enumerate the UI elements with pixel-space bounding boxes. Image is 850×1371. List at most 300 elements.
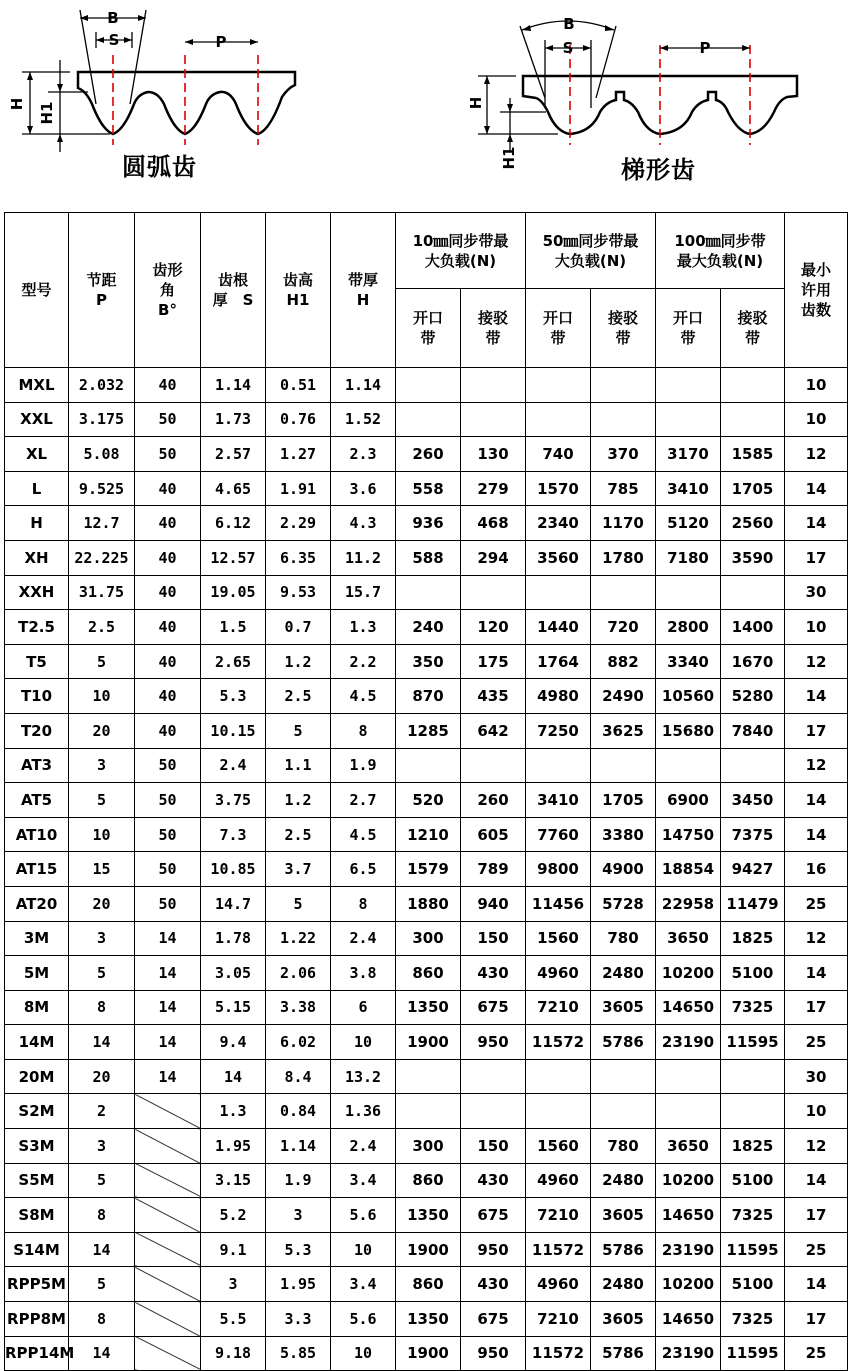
cell-root-thickness: 2.57 bbox=[201, 437, 266, 472]
cell-min-teeth: 14 bbox=[785, 471, 848, 506]
table-row bbox=[5, 921, 848, 956]
cell-tooth-height: 5.3 bbox=[266, 1232, 331, 1267]
cell-load-50mm-splice: 2490 bbox=[591, 679, 656, 714]
cell-load-100mm-open: 15680 bbox=[656, 713, 721, 748]
cell-load-10mm-splice: 260 bbox=[461, 783, 526, 818]
cell-load-10mm-splice: 150 bbox=[461, 921, 526, 956]
cell-load-100mm-splice: 11595 bbox=[721, 1336, 785, 1371]
cell-load-10mm-splice: 294 bbox=[461, 540, 526, 575]
cell-load-100mm-splice: 5280 bbox=[721, 679, 785, 714]
cell-pitch: 14 bbox=[69, 1232, 135, 1267]
cell-belt-thickness: 4.3 bbox=[331, 506, 396, 541]
cell-root-thickness: 2.4 bbox=[201, 748, 266, 783]
cell-belt-thickness: 6 bbox=[331, 990, 396, 1025]
cell-load-50mm-open: 1560 bbox=[526, 921, 591, 956]
cell-load-100mm-splice bbox=[721, 402, 785, 437]
cell-belt-thickness: 15.7 bbox=[331, 575, 396, 610]
cell-pitch: 10 bbox=[69, 817, 135, 852]
cell-tooth-angle: 50 bbox=[135, 783, 201, 818]
arc-label-s: S bbox=[108, 31, 120, 49]
cell-min-teeth: 14 bbox=[785, 956, 848, 991]
table-row bbox=[5, 1267, 848, 1302]
cell-load-50mm-splice bbox=[591, 575, 656, 610]
cell-load-50mm-splice: 780 bbox=[591, 921, 656, 956]
cell-load-100mm-splice bbox=[721, 368, 785, 403]
cell-load-50mm-open: 11572 bbox=[526, 1025, 591, 1060]
cell-pitch: 2.5 bbox=[69, 610, 135, 645]
cell-load-100mm-open: 23190 bbox=[656, 1336, 721, 1371]
cell-tooth-angle-not-applicable bbox=[135, 1163, 201, 1198]
cell-load-100mm-splice: 5100 bbox=[721, 1267, 785, 1302]
cell-tooth-angle: 14 bbox=[135, 1025, 201, 1060]
cell-root-thickness: 3.75 bbox=[201, 783, 266, 818]
cell-load-100mm-splice: 7375 bbox=[721, 817, 785, 852]
cell-load-10mm-splice: 150 bbox=[461, 1129, 526, 1164]
cell-load-50mm-open bbox=[526, 368, 591, 403]
cell-belt-thickness: 2.3 bbox=[331, 437, 396, 472]
table-row bbox=[5, 1129, 848, 1164]
cell-load-10mm-splice: 675 bbox=[461, 1302, 526, 1337]
cell-tooth-angle: 50 bbox=[135, 402, 201, 437]
cell-model: XL bbox=[5, 437, 69, 472]
cell-min-teeth: 12 bbox=[785, 437, 848, 472]
cell-pitch: 20 bbox=[69, 713, 135, 748]
arc-label-p: P bbox=[215, 33, 227, 51]
cell-model: S14M bbox=[5, 1232, 69, 1267]
trap-label-b: B bbox=[563, 15, 575, 33]
cell-min-teeth: 17 bbox=[785, 713, 848, 748]
cell-tooth-height: 1.91 bbox=[266, 471, 331, 506]
cell-tooth-angle-not-applicable bbox=[135, 1302, 201, 1337]
cell-load-10mm-open: 1350 bbox=[396, 1198, 461, 1233]
table-row bbox=[5, 817, 848, 852]
cell-load-10mm-open: 1900 bbox=[396, 1336, 461, 1371]
cell-load-50mm-open: 1764 bbox=[526, 644, 591, 679]
cell-load-10mm-splice: 430 bbox=[461, 1267, 526, 1302]
cell-root-thickness: 1.78 bbox=[201, 921, 266, 956]
cell-model: S5M bbox=[5, 1163, 69, 1198]
cell-load-100mm-open: 10200 bbox=[656, 956, 721, 991]
cell-model: S3M bbox=[5, 1129, 69, 1164]
cell-load-100mm-open: 14650 bbox=[656, 990, 721, 1025]
cell-tooth-height: 2.5 bbox=[266, 679, 331, 714]
cell-tooth-height: 1.2 bbox=[266, 783, 331, 818]
cell-load-100mm-open: 5120 bbox=[656, 506, 721, 541]
header-pitch: 节距 P bbox=[69, 213, 135, 368]
header-10mm-splice: 接驳 带 bbox=[461, 289, 526, 368]
cell-root-thickness: 5.15 bbox=[201, 990, 266, 1025]
cell-load-10mm-splice bbox=[461, 402, 526, 437]
cell-tooth-angle: 40 bbox=[135, 610, 201, 645]
cell-load-50mm-splice: 5728 bbox=[591, 886, 656, 921]
cell-tooth-angle: 40 bbox=[135, 471, 201, 506]
cell-tooth-angle: 40 bbox=[135, 713, 201, 748]
cell-model: MXL bbox=[5, 368, 69, 403]
cell-load-100mm-splice: 3450 bbox=[721, 783, 785, 818]
cell-load-50mm-splice: 3605 bbox=[591, 990, 656, 1025]
cell-root-thickness: 3.05 bbox=[201, 956, 266, 991]
cell-load-10mm-splice: 940 bbox=[461, 886, 526, 921]
cell-belt-thickness: 8 bbox=[331, 713, 396, 748]
cell-model: 20M bbox=[5, 1059, 69, 1094]
trap-label-h1: H1 bbox=[500, 146, 518, 170]
header-belt-thickness: 带厚 H bbox=[331, 213, 396, 368]
cell-pitch: 5 bbox=[69, 644, 135, 679]
cell-tooth-height: 0.7 bbox=[266, 610, 331, 645]
cell-load-50mm-open bbox=[526, 1094, 591, 1129]
cell-pitch: 5 bbox=[69, 783, 135, 818]
cell-belt-thickness: 10 bbox=[331, 1232, 396, 1267]
cell-load-50mm-open: 9800 bbox=[526, 852, 591, 887]
cell-load-100mm-splice: 9427 bbox=[721, 852, 785, 887]
cell-pitch: 14 bbox=[69, 1025, 135, 1060]
cell-root-thickness: 1.14 bbox=[201, 368, 266, 403]
cell-tooth-angle: 40 bbox=[135, 644, 201, 679]
cell-load-100mm-open bbox=[656, 402, 721, 437]
cell-pitch: 15 bbox=[69, 852, 135, 887]
cell-root-thickness: 1.73 bbox=[201, 402, 266, 437]
cell-belt-thickness: 10 bbox=[331, 1336, 396, 1371]
cell-load-50mm-splice bbox=[591, 402, 656, 437]
cell-model: XH bbox=[5, 540, 69, 575]
cell-min-teeth: 16 bbox=[785, 852, 848, 887]
cell-tooth-angle: 40 bbox=[135, 368, 201, 403]
cell-tooth-height: 6.35 bbox=[266, 540, 331, 575]
cell-load-50mm-splice bbox=[591, 1094, 656, 1129]
header-tooth-angle: 齿形 角 B° bbox=[135, 213, 201, 368]
cell-load-100mm-splice bbox=[721, 1059, 785, 1094]
cell-min-teeth: 30 bbox=[785, 1059, 848, 1094]
cell-load-100mm-splice: 7325 bbox=[721, 1198, 785, 1233]
cell-load-10mm-open: 870 bbox=[396, 679, 461, 714]
cell-belt-thickness: 3.8 bbox=[331, 956, 396, 991]
cell-load-100mm-open: 10560 bbox=[656, 679, 721, 714]
cell-tooth-angle: 50 bbox=[135, 852, 201, 887]
cell-load-100mm-splice bbox=[721, 748, 785, 783]
header-100mm-open: 开口 带 bbox=[656, 289, 721, 368]
cell-load-100mm-splice: 1670 bbox=[721, 644, 785, 679]
cell-load-100mm-splice: 7325 bbox=[721, 1302, 785, 1337]
cell-belt-thickness: 3.6 bbox=[331, 471, 396, 506]
cell-root-thickness: 5.2 bbox=[201, 1198, 266, 1233]
cell-pitch: 5 bbox=[69, 956, 135, 991]
cell-pitch: 14 bbox=[69, 1336, 135, 1371]
cell-tooth-height: 3.3 bbox=[266, 1302, 331, 1337]
cell-min-teeth: 12 bbox=[785, 644, 848, 679]
table-row bbox=[5, 506, 848, 541]
cell-root-thickness: 2.65 bbox=[201, 644, 266, 679]
header-50mm-splice: 接驳 带 bbox=[591, 289, 656, 368]
trapezoid-tooth-caption: 梯形齿 bbox=[621, 156, 696, 184]
cell-min-teeth: 17 bbox=[785, 990, 848, 1025]
table-row bbox=[5, 852, 848, 887]
cell-load-10mm-splice: 950 bbox=[461, 1025, 526, 1060]
cell-root-thickness: 9.1 bbox=[201, 1232, 266, 1267]
cell-load-50mm-splice: 370 bbox=[591, 437, 656, 472]
cell-belt-thickness: 10 bbox=[331, 1025, 396, 1060]
cell-min-teeth: 14 bbox=[785, 1267, 848, 1302]
cell-load-100mm-open bbox=[656, 748, 721, 783]
cell-belt-thickness: 2.2 bbox=[331, 644, 396, 679]
cell-load-50mm-splice: 3625 bbox=[591, 713, 656, 748]
table-row bbox=[5, 713, 848, 748]
cell-belt-thickness: 4.5 bbox=[331, 817, 396, 852]
cell-root-thickness: 6.12 bbox=[201, 506, 266, 541]
cell-min-teeth: 17 bbox=[785, 1198, 848, 1233]
cell-pitch: 3 bbox=[69, 1129, 135, 1164]
cell-root-thickness: 1.3 bbox=[201, 1094, 266, 1129]
cell-tooth-height: 2.29 bbox=[266, 506, 331, 541]
cell-load-50mm-splice: 4900 bbox=[591, 852, 656, 887]
cell-load-50mm-splice bbox=[591, 368, 656, 403]
table-row bbox=[5, 575, 848, 610]
cell-load-50mm-splice: 2480 bbox=[591, 1163, 656, 1198]
cell-tooth-height: 5 bbox=[266, 713, 331, 748]
cell-load-50mm-open bbox=[526, 402, 591, 437]
cell-load-100mm-open: 3410 bbox=[656, 471, 721, 506]
cell-load-100mm-open: 10200 bbox=[656, 1267, 721, 1302]
table-row bbox=[5, 402, 848, 437]
cell-pitch: 5 bbox=[69, 1267, 135, 1302]
cell-tooth-height: 0.51 bbox=[266, 368, 331, 403]
arc-label-b: B bbox=[107, 9, 119, 27]
cell-load-50mm-splice: 1170 bbox=[591, 506, 656, 541]
cell-load-10mm-open: 588 bbox=[396, 540, 461, 575]
cell-load-100mm-open: 3340 bbox=[656, 644, 721, 679]
cell-load-50mm-open: 1440 bbox=[526, 610, 591, 645]
cell-load-100mm-splice: 5100 bbox=[721, 956, 785, 991]
cell-load-10mm-splice: 430 bbox=[461, 956, 526, 991]
table-row bbox=[5, 886, 848, 921]
cell-load-10mm-open: 1210 bbox=[396, 817, 461, 852]
cell-tooth-angle-not-applicable bbox=[135, 1198, 201, 1233]
cell-min-teeth: 10 bbox=[785, 1094, 848, 1129]
cell-load-50mm-splice: 3605 bbox=[591, 1198, 656, 1233]
cell-tooth-height: 2.06 bbox=[266, 956, 331, 991]
cell-pitch: 10 bbox=[69, 679, 135, 714]
cell-load-100mm-splice: 11595 bbox=[721, 1232, 785, 1267]
cell-load-100mm-open: 7180 bbox=[656, 540, 721, 575]
cell-pitch: 20 bbox=[69, 1059, 135, 1094]
cell-tooth-height: 6.02 bbox=[266, 1025, 331, 1060]
cell-load-100mm-splice: 5100 bbox=[721, 1163, 785, 1198]
cell-load-100mm-open: 3650 bbox=[656, 921, 721, 956]
cell-belt-thickness: 4.5 bbox=[331, 679, 396, 714]
cell-load-100mm-open: 22958 bbox=[656, 886, 721, 921]
cell-load-50mm-open: 3410 bbox=[526, 783, 591, 818]
cell-belt-thickness: 2.4 bbox=[331, 1129, 396, 1164]
cell-load-50mm-open: 7210 bbox=[526, 1302, 591, 1337]
cell-load-100mm-open bbox=[656, 575, 721, 610]
cell-load-10mm-splice: 675 bbox=[461, 1198, 526, 1233]
cell-root-thickness: 7.3 bbox=[201, 817, 266, 852]
cell-tooth-height: 1.27 bbox=[266, 437, 331, 472]
cell-root-thickness: 5.5 bbox=[201, 1302, 266, 1337]
cell-tooth-angle: 40 bbox=[135, 575, 201, 610]
cell-min-teeth: 10 bbox=[785, 368, 848, 403]
cell-load-50mm-open: 2340 bbox=[526, 506, 591, 541]
header-load-50mm: 50㎜同步带最 大负载(N) bbox=[526, 213, 656, 289]
cell-load-50mm-splice: 785 bbox=[591, 471, 656, 506]
cell-load-100mm-splice: 11595 bbox=[721, 1025, 785, 1060]
table-row bbox=[5, 368, 848, 403]
cell-root-thickness: 5.3 bbox=[201, 679, 266, 714]
cell-tooth-angle-not-applicable bbox=[135, 1267, 201, 1302]
cell-tooth-angle: 40 bbox=[135, 540, 201, 575]
cell-pitch: 8 bbox=[69, 990, 135, 1025]
cell-load-100mm-open: 3650 bbox=[656, 1129, 721, 1164]
cell-model: T20 bbox=[5, 713, 69, 748]
cell-pitch: 5 bbox=[69, 1163, 135, 1198]
cell-load-10mm-splice: 435 bbox=[461, 679, 526, 714]
cell-load-10mm-open: 260 bbox=[396, 437, 461, 472]
cell-model: T10 bbox=[5, 679, 69, 714]
cell-min-teeth: 14 bbox=[785, 679, 848, 714]
cell-load-10mm-open: 860 bbox=[396, 1163, 461, 1198]
cell-pitch: 31.75 bbox=[69, 575, 135, 610]
cell-root-thickness: 1.5 bbox=[201, 610, 266, 645]
cell-belt-thickness: 1.36 bbox=[331, 1094, 396, 1129]
cell-model: T5 bbox=[5, 644, 69, 679]
tooth-profile-diagrams bbox=[0, 0, 850, 200]
cell-load-50mm-splice: 1780 bbox=[591, 540, 656, 575]
cell-load-10mm-splice: 430 bbox=[461, 1163, 526, 1198]
cell-load-10mm-splice: 675 bbox=[461, 990, 526, 1025]
table-row bbox=[5, 990, 848, 1025]
cell-load-100mm-splice bbox=[721, 575, 785, 610]
cell-root-thickness: 1.95 bbox=[201, 1129, 266, 1164]
cell-load-50mm-splice: 3605 bbox=[591, 1302, 656, 1337]
cell-load-50mm-open: 4980 bbox=[526, 679, 591, 714]
cell-load-100mm-splice: 2560 bbox=[721, 506, 785, 541]
cell-root-thickness: 14 bbox=[201, 1059, 266, 1094]
cell-tooth-angle: 50 bbox=[135, 748, 201, 783]
cell-load-10mm-open bbox=[396, 368, 461, 403]
cell-load-50mm-open: 1560 bbox=[526, 1129, 591, 1164]
cell-load-10mm-splice: 789 bbox=[461, 852, 526, 887]
cell-load-10mm-open bbox=[396, 575, 461, 610]
cell-load-50mm-open: 740 bbox=[526, 437, 591, 472]
cell-load-10mm-splice: 279 bbox=[461, 471, 526, 506]
cell-pitch: 3 bbox=[69, 748, 135, 783]
cell-load-50mm-open: 11572 bbox=[526, 1336, 591, 1371]
cell-belt-thickness: 13.2 bbox=[331, 1059, 396, 1094]
cell-load-10mm-open: 1579 bbox=[396, 852, 461, 887]
cell-load-50mm-open: 4960 bbox=[526, 956, 591, 991]
cell-load-10mm-open: 240 bbox=[396, 610, 461, 645]
table-row bbox=[5, 1025, 848, 1060]
cell-load-100mm-splice: 3590 bbox=[721, 540, 785, 575]
cell-load-10mm-splice bbox=[461, 1094, 526, 1129]
cell-belt-thickness: 1.14 bbox=[331, 368, 396, 403]
cell-tooth-angle: 40 bbox=[135, 679, 201, 714]
cell-load-10mm-open: 1880 bbox=[396, 886, 461, 921]
table-row bbox=[5, 748, 848, 783]
cell-tooth-height: 3.38 bbox=[266, 990, 331, 1025]
cell-load-10mm-open: 1285 bbox=[396, 713, 461, 748]
cell-load-100mm-splice: 7840 bbox=[721, 713, 785, 748]
cell-tooth-height: 9.53 bbox=[266, 575, 331, 610]
cell-load-50mm-open: 11456 bbox=[526, 886, 591, 921]
trap-label-h: H bbox=[467, 96, 485, 110]
cell-min-teeth: 25 bbox=[785, 1336, 848, 1371]
timing-belt-spec-table bbox=[4, 212, 848, 1371]
cell-load-10mm-open: 1900 bbox=[396, 1025, 461, 1060]
table-row bbox=[5, 1094, 848, 1129]
cell-load-50mm-open: 4960 bbox=[526, 1163, 591, 1198]
cell-belt-thickness: 2.7 bbox=[331, 783, 396, 818]
arc-tooth-profile bbox=[78, 72, 295, 134]
cell-root-thickness: 9.4 bbox=[201, 1025, 266, 1060]
cell-load-50mm-open: 3560 bbox=[526, 540, 591, 575]
cell-load-50mm-splice: 2480 bbox=[591, 1267, 656, 1302]
cell-load-100mm-open: 14750 bbox=[656, 817, 721, 852]
cell-min-teeth: 14 bbox=[785, 817, 848, 852]
cell-tooth-height: 2.5 bbox=[266, 817, 331, 852]
cell-belt-thickness: 5.6 bbox=[331, 1198, 396, 1233]
cell-model: S8M bbox=[5, 1198, 69, 1233]
cell-min-teeth: 17 bbox=[785, 1302, 848, 1337]
cell-load-10mm-open: 350 bbox=[396, 644, 461, 679]
cell-tooth-angle-not-applicable bbox=[135, 1094, 201, 1129]
cell-min-teeth: 25 bbox=[785, 1025, 848, 1060]
cell-load-10mm-splice: 120 bbox=[461, 610, 526, 645]
cell-load-100mm-open: 14650 bbox=[656, 1198, 721, 1233]
cell-root-thickness: 4.65 bbox=[201, 471, 266, 506]
cell-load-10mm-open bbox=[396, 1059, 461, 1094]
table-row bbox=[5, 610, 848, 645]
cell-load-50mm-splice: 2480 bbox=[591, 956, 656, 991]
cell-model: RPP5M bbox=[5, 1267, 69, 1302]
header-100mm-splice: 接驳 带 bbox=[721, 289, 785, 368]
arc-label-h: H bbox=[8, 97, 26, 111]
cell-pitch: 20 bbox=[69, 886, 135, 921]
cell-load-10mm-splice: 605 bbox=[461, 817, 526, 852]
table-row bbox=[5, 956, 848, 991]
cell-belt-thickness: 11.2 bbox=[331, 540, 396, 575]
cell-min-teeth: 12 bbox=[785, 921, 848, 956]
cell-load-10mm-splice bbox=[461, 368, 526, 403]
cell-tooth-angle: 40 bbox=[135, 506, 201, 541]
header-load-10mm: 10㎜同步带最 大负载(N) bbox=[396, 213, 526, 289]
cell-root-thickness: 9.18 bbox=[201, 1336, 266, 1371]
cell-load-100mm-splice bbox=[721, 1094, 785, 1129]
cell-load-100mm-open bbox=[656, 368, 721, 403]
cell-load-100mm-splice: 1825 bbox=[721, 1129, 785, 1164]
cell-belt-thickness: 1.52 bbox=[331, 402, 396, 437]
cell-tooth-height: 3 bbox=[266, 1198, 331, 1233]
cell-belt-thickness: 2.4 bbox=[331, 921, 396, 956]
cell-belt-thickness: 3.4 bbox=[331, 1163, 396, 1198]
cell-belt-thickness: 1.9 bbox=[331, 748, 396, 783]
cell-load-10mm-open bbox=[396, 402, 461, 437]
cell-load-50mm-open: 7250 bbox=[526, 713, 591, 748]
cell-load-10mm-splice bbox=[461, 748, 526, 783]
cell-load-50mm-open bbox=[526, 575, 591, 610]
cell-tooth-angle: 14 bbox=[135, 956, 201, 991]
cell-load-50mm-open bbox=[526, 748, 591, 783]
cell-tooth-angle: 50 bbox=[135, 817, 201, 852]
cell-min-teeth: 14 bbox=[785, 1163, 848, 1198]
cell-load-50mm-splice: 3380 bbox=[591, 817, 656, 852]
cell-load-10mm-splice: 175 bbox=[461, 644, 526, 679]
arc-label-h1: H1 bbox=[38, 101, 56, 125]
cell-load-100mm-open: 23190 bbox=[656, 1232, 721, 1267]
cell-min-teeth: 14 bbox=[785, 783, 848, 818]
cell-pitch: 8 bbox=[69, 1302, 135, 1337]
spec-table-body bbox=[5, 368, 848, 1371]
cell-min-teeth: 25 bbox=[785, 1232, 848, 1267]
